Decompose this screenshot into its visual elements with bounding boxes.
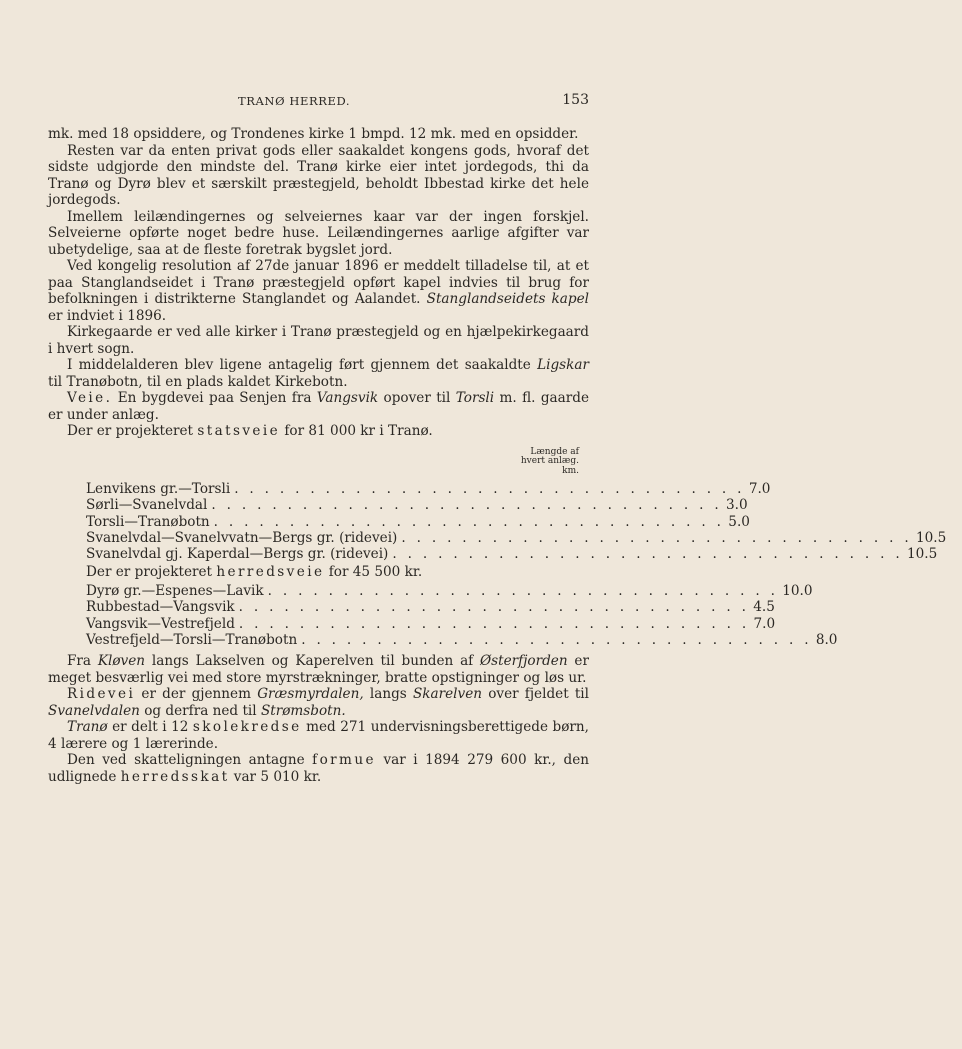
route-length: 7.0: [753, 615, 776, 632]
table-row: [48, 599, 775, 616]
route-length: 10.5: [907, 546, 938, 563]
page-header: [48, 94, 589, 114]
table-row: [48, 631, 838, 648]
paragraph: Resten var da enten privat gods eller saakaldet kongens gods, hvoraf det sidste udgjorde den mindste del. Tranø kirke eier intet jordegods, thi da Tranø og Dyrø blev et særskilt præstegjeld, beholdt Ibbestad kirke det hele jordegods.: [48, 142, 589, 208]
route-name: Vestrefjeld—Torsli—Tranøbotn: [86, 631, 298, 648]
paragraph: Imellem leilændingernes og selveiernes kaar var der ingen forskjel. Selveierne opførte noget bedre huse. Leilændingernes aarlige afgifter var ubetydelige, saa at de fleste foretrak bygslet jord.: [48, 208, 589, 258]
paragraph: mk. med 18 opsiddere, og Trondenes kirke 1 bmpd. 12 mk. med en opsidder.: [48, 126, 579, 142]
table-row: [48, 615, 776, 632]
route-name: Svanelvdal—Svanelvvatn—Bergs gr. (ridevei): [86, 529, 398, 546]
leader-dots: . . . . . . . . . . . . . . . . . . . . . . . . . . . . . . . . . .: [238, 615, 750, 632]
route-length: 5.0: [728, 513, 750, 530]
route-name: Vangsvik—Vestrefjeld: [86, 615, 235, 632]
paragraph: Der er projekteret statsveie for 81 000 kr i Tranø.: [67, 423, 433, 439]
paragraph: Der er projekteret herredsveie for 45 500 kr.: [86, 564, 423, 581]
table-row: [48, 546, 938, 563]
paragraph: Den ved skatteligningen antagne formue var i 1894 279 600 kr., den udlignede herredsskat var 5 010 kr.: [48, 752, 590, 785]
paragraph: I middelalderen blev ligene antagelig ført gjennem det saakaldte Ligskar til Tranøbotn, til en plads kaldet Kirkebotn.: [48, 357, 589, 390]
page-body: [48, 126, 947, 785]
running-head: TRANØ HERRED.: [238, 94, 351, 108]
state-roads-table: [48, 481, 947, 563]
leader-dots: . . . . . . . . . . . . . . . . . . . . . . . . . . . . . . . . . .: [238, 599, 750, 616]
paragraph: Ved kongelig resolution af 27de januar 1896 er meddelt tilladelse til, at et paa Stanglandseidet i Tranø præstegjeld opført kapel indvies til brug for befolkningen i distrikterne Stanglandet og Aalandet. Stanglandseidets kapel er indviet i 1896.: [48, 258, 589, 324]
table-row: [48, 582, 813, 599]
paragraph: Tranø er delt i 12 skolekredse med 271 undervisningsberettigede børn, 4 lærere og 1 lærerinde.: [48, 719, 590, 752]
route-length: 4.5: [753, 599, 775, 616]
route-name: Torsli—Tranøbotn: [86, 513, 210, 530]
paragraph: Ridevei er der gjennem Græsmyrdalen, langs Skarelven over fjeldet til Svanelvdalen og derfra ned til Strømsbotn.: [48, 686, 590, 719]
leader-dots: . . . . . . . . . . . . . . . . . . . . . . . . . . . . . . . . . .: [213, 513, 725, 530]
table-row: [48, 481, 771, 497]
route-name: Rubbestad—Vangsvik: [86, 599, 235, 616]
route-length: 8.0: [815, 631, 838, 648]
leader-dots: . . . . . . . . . . . . . . . . . . . . . . . . . . . . . . . . . .: [392, 546, 903, 563]
page-number: 153: [562, 92, 589, 108]
table-row: [48, 513, 750, 530]
route-length: 3.0: [726, 497, 748, 514]
route-name: Lenvikens gr.—Torsli: [86, 481, 231, 497]
leader-dots: . . . . . . . . . . . . . . . . . . . . . . . . . . . . . . . . . .: [267, 582, 779, 599]
section-veie: Veie. En bygdevei paa Senjen fra Vangsvik opover til Torsli m. fl. gaarde er under anlæg.: [48, 390, 589, 423]
paragraph: Fra Kløven langs Lakselven og Kaperelven til bunden af Østerfjorden er meget besværlig vei med store myrstrækninger, bratte opstigninger og løs ur.: [48, 653, 589, 686]
table-row: [48, 497, 748, 514]
leader-dots: . . . . . . . . . . . . . . . . . . . . . . . . . . . . . . . . . .: [301, 631, 812, 648]
route-name: Dyrø gr.—Espenes—Lavik: [86, 582, 264, 599]
route-length: 7.0: [748, 481, 771, 497]
leader-dots: . . . . . . . . . . . . . . . . . . . . . . . . . . . . . . . . . .: [234, 481, 745, 497]
route-name: Sørli—Svanelvdal: [86, 497, 208, 514]
paragraph: Kirkegaarde er ved alle kirker i Tranø præstegjeld og en hjælpekirkegaard i hvert sogn.: [48, 324, 589, 357]
table-column-header: Længde af hvert anlæg. km.: [520, 446, 579, 476]
section-heading: Veie.: [67, 390, 113, 406]
leader-dots: . . . . . . . . . . . . . . . . . . . . . . . . . . . . . . . . . .: [211, 497, 722, 514]
leader-dots: . . . . . . . . . . . . . . . . . . . . . . . . . . . . . . . . . .: [401, 529, 912, 546]
table-row: [48, 529, 947, 546]
route-length: 10.0: [782, 582, 813, 599]
municipal-roads-table: [48, 582, 838, 648]
route-name: Svanelvdal gj. Kaperdal—Bergs gr. (ridevei): [86, 546, 389, 563]
route-length: 10.5: [915, 529, 947, 546]
